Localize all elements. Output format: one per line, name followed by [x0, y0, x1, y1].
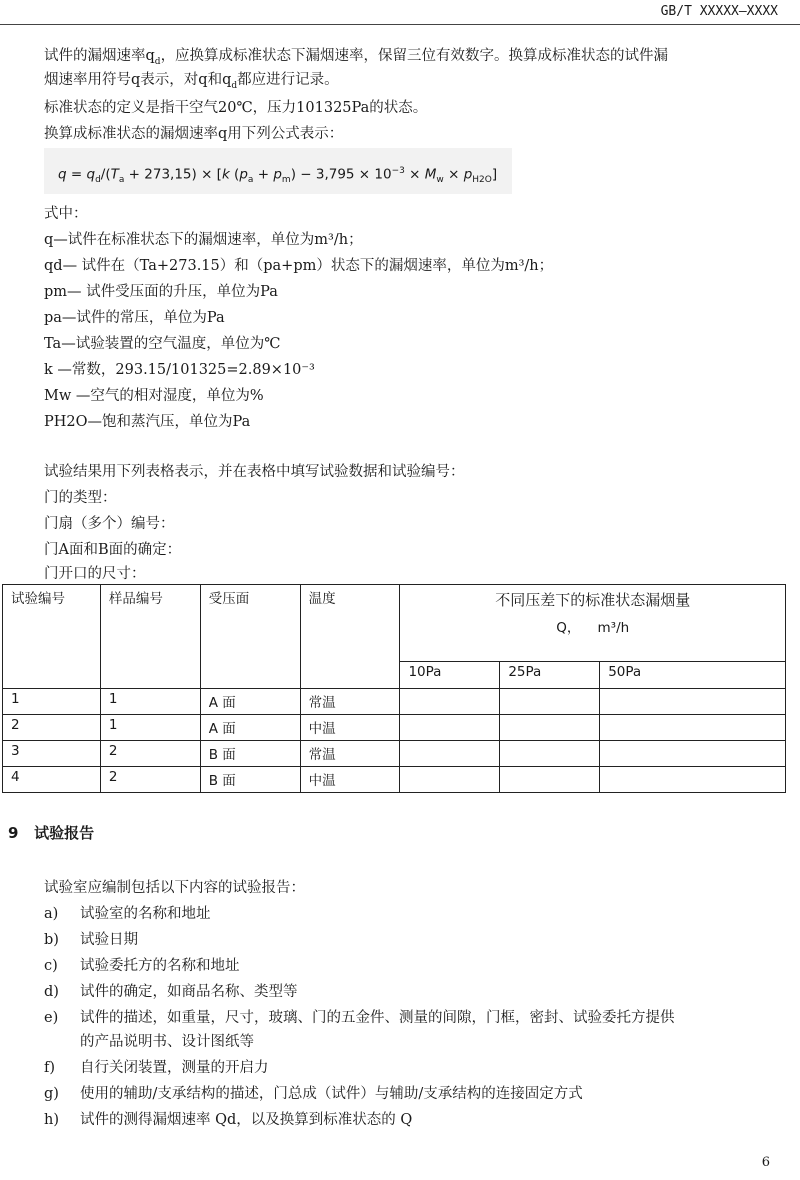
- field-face-ab: 门A面和B面的确定：: [44, 542, 182, 558]
- list-item: e) 试件的描述，如重量，尺寸，玻璃、门的五金件、测量的间隙，门框，密封、试验委托方提供: [44, 1010, 675, 1026]
- list-item: h) 试件的测得漏烟速率 Qd，以及换算到标准状态的 Q: [44, 1112, 413, 1128]
- cell-50pa: [600, 715, 786, 741]
- cell-test-no: 3: [3, 741, 101, 767]
- header-25pa: 25Pa: [500, 662, 600, 689]
- field-door-type: 门的类型：: [44, 490, 117, 506]
- table-intro: 试验结果用下列表格表示，并在表格中填写试验数据和试验编号：: [44, 464, 465, 480]
- table-row: [3, 689, 786, 715]
- report-intro: 试验室应编制包括以下内容的试验报告：: [44, 880, 305, 896]
- cell-sample-no: 2: [100, 767, 200, 793]
- cell-face: A 面: [200, 689, 300, 715]
- para1-line2: 烟速率用符号q表示，对q和$q_d$都应进行记录。: [44, 72, 339, 91]
- doc-header: GB/T XXXXX—XXXX: [660, 4, 778, 19]
- cell-25pa: [500, 741, 600, 767]
- header-pressure-face: 受压面: [200, 585, 300, 689]
- header-temperature: 温度: [300, 585, 400, 689]
- cell-temp: 常温: [300, 689, 400, 715]
- cell-sample-no: 1: [100, 715, 200, 741]
- results-table: [2, 584, 786, 793]
- header-10pa: 10Pa: [400, 662, 500, 689]
- cell-10pa: [400, 767, 500, 793]
- cell-sample-no: 2: [100, 741, 200, 767]
- cell-50pa: [600, 689, 786, 715]
- header-50pa: 50Pa: [600, 662, 786, 689]
- field-leaf-number: 门扇（多个）编号：: [44, 516, 175, 532]
- cell-temp: 中温: [300, 715, 400, 741]
- header-sample-no: 样品编号: [100, 585, 200, 689]
- table-row: [3, 741, 786, 767]
- cell-50pa: [600, 741, 786, 767]
- def-q: q—试件在标准状态下的漏烟速率，单位为m³/h；: [44, 232, 363, 248]
- table-row: [3, 715, 786, 741]
- cell-test-no: 2: [3, 715, 101, 741]
- def-ta: Ta—试验装置的空气温度，单位为℃: [44, 336, 281, 352]
- section-heading: 9 试验报告: [8, 824, 95, 842]
- cell-sample-no: 1: [100, 689, 200, 715]
- list-item: f) 自行关闭装置，测量的开启力: [44, 1060, 269, 1076]
- header-rule: [0, 24, 800, 25]
- group-unit: Q， m³/h: [556, 620, 630, 636]
- para2: 标准状态的定义是指干空气20℃，压力101325Pa的状态。: [44, 100, 428, 116]
- list-item: a) 试验室的名称和地址: [44, 906, 211, 922]
- list-item: d) 试件的确定，如商品名称、类型等: [44, 984, 298, 1000]
- page-number: 6: [761, 1155, 770, 1170]
- group-title: 不同压差下的标准状态漏烟量: [495, 591, 691, 609]
- field-opening-size: 门开口的尺寸：: [44, 566, 146, 582]
- where-label: 式中：: [44, 206, 88, 222]
- cell-50pa: [600, 767, 786, 793]
- formula-image: $q = q_d/(T_a + 273,15) \times [k$ $(p_a + p_m) - 3,795 \times 10^{-3} \times M_w \times p_{H2O}$]: [44, 148, 512, 194]
- header-leakage-group: [400, 585, 786, 662]
- cell-temp: 中温: [300, 767, 400, 793]
- cell-temp: 常温: [300, 741, 400, 767]
- cell-10pa: [400, 689, 500, 715]
- list-item-continuation: 的产品说明书、设计图纸等: [80, 1034, 254, 1050]
- def-ph2o: PH2O—饱和蒸汽压，单位为Pa: [44, 414, 251, 430]
- cell-face: B 面: [200, 741, 300, 767]
- def-k: k —常数，293.15/101325=2.89×10⁻³: [44, 362, 315, 378]
- cell-10pa: [400, 715, 500, 741]
- cell-test-no: 4: [3, 767, 101, 793]
- cell-25pa: [500, 689, 600, 715]
- list-item: b) 试验日期: [44, 932, 138, 948]
- def-mw: Mw —空气的相对湿度，单位为%: [44, 388, 264, 404]
- list-item: c) 试验委托方的名称和地址: [44, 958, 240, 974]
- para1-line1: 试件的漏烟速率$q_d$，应换算成标准状态下漏烟速率，保留三位有效数字。换算成标准状态的试件漏: [44, 48, 669, 67]
- list-item: g) 使用的辅助/支承结构的描述，门总成（试件）与辅助/支承结构的连接固定方式: [44, 1086, 583, 1102]
- def-qd: qd— 试件在（Ta+273.15）和（pa+pm）状态下的漏烟速率，单位为m³/h；: [44, 258, 554, 274]
- header-test-no: 试验编号: [3, 585, 101, 689]
- cell-10pa: [400, 741, 500, 767]
- cell-25pa: [500, 767, 600, 793]
- para3: 换算成标准状态的漏烟速率q用下列公式表示：: [44, 126, 344, 142]
- def-pa: pa—试件的常压，单位为Pa: [44, 310, 225, 326]
- cell-face: A 面: [200, 715, 300, 741]
- def-pm: pm— 试件受压面的升压，单位为Pa: [44, 284, 278, 300]
- cell-test-no: 1: [3, 689, 101, 715]
- table-row: [3, 767, 786, 793]
- cell-face: B 面: [200, 767, 300, 793]
- cell-25pa: [500, 715, 600, 741]
